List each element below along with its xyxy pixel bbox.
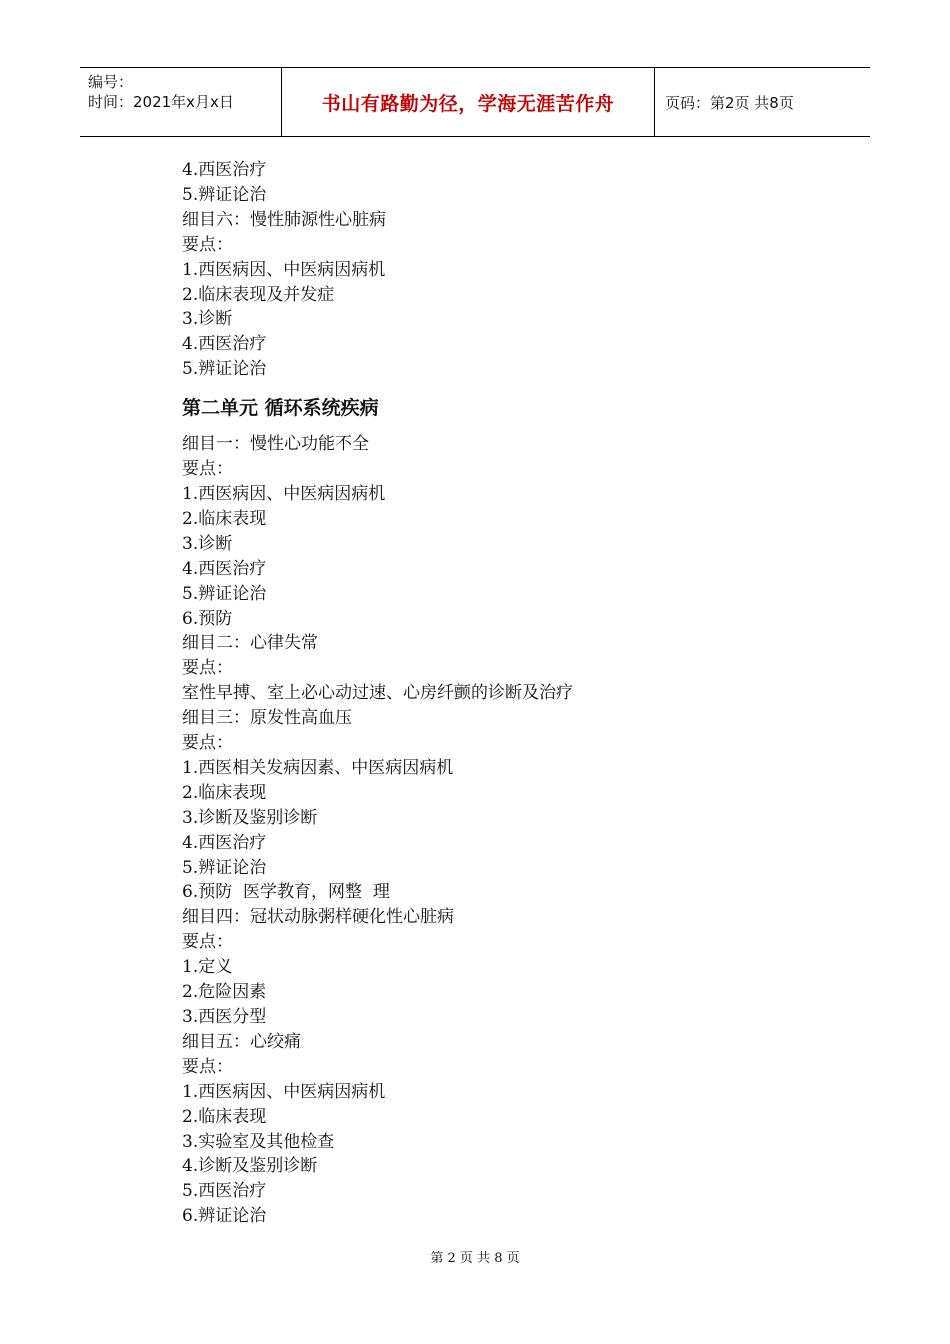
text-line: 3.诊断: [182, 533, 233, 554]
section-b: [182, 432, 842, 1229]
text-line: 2.临床表现: [182, 508, 267, 529]
text-line: 5.辨证论治: [182, 857, 267, 878]
header-motto: 书山有路勤为径，学海无涯苦作舟: [282, 68, 655, 136]
text-line: 6.预防 医学教育，网整 理: [182, 882, 390, 903]
text-line: 6.辨证论治: [182, 1206, 267, 1227]
text-line: 要点：: [182, 1056, 233, 1077]
text-line: 4.西医治疗: [182, 160, 267, 180]
subsection-heading: 细目二：心律失常: [182, 633, 318, 654]
header-page-info: 页码：第2页 共8页: [665, 93, 794, 112]
text-line: 1.西医病因、中医病因病机: [182, 259, 386, 280]
text-line: 6.预防: [182, 608, 233, 629]
text-line: 1.西医病因、中医病因病机: [182, 1081, 386, 1102]
text-line: 要点：: [182, 733, 233, 754]
text-line: 4.西医治疗: [182, 832, 267, 853]
text-line: 2.临床表现及并发症: [182, 284, 335, 305]
text-line: 3.诊断: [182, 309, 233, 330]
text-line: 要点：: [182, 234, 233, 255]
header-time-label: 时间：2021年x月x日: [88, 93, 234, 111]
text-line: 要点：: [182, 932, 233, 953]
text-line: 3.实验室及其他检查: [182, 1131, 335, 1152]
text-line: 2.危险因素: [182, 982, 267, 1003]
text-line: 1.定义: [182, 957, 233, 978]
text-line: 5.辨证论治: [182, 359, 267, 380]
document-body: [182, 158, 842, 1229]
header-number-label: 编号：: [88, 73, 134, 91]
subsection-heading: 细目一：慢性心功能不全: [182, 434, 369, 455]
page-footer: 第 2 页 共 8 页: [430, 1251, 520, 1266]
text-line: 4.诊断及鉴别诊断: [182, 1156, 318, 1177]
subsection-heading: 细目六：慢性肺源性心脏病: [182, 209, 386, 230]
text-line: 1.西医病因、中医病因病机: [182, 483, 386, 504]
text-line: 4.西医治疗: [182, 334, 267, 355]
subsection-heading: 细目三：原发性高血压: [182, 708, 352, 729]
subsection-heading: 细目五：心绞痛: [182, 1031, 301, 1052]
text-line: 要点：: [182, 658, 233, 679]
text-line: 要点：: [182, 459, 233, 480]
unit-title: 第二单元 循环系统疾病: [182, 397, 379, 420]
text-line: 5.辨证论治: [182, 583, 267, 604]
text-line: 3.诊断及鉴别诊断: [182, 807, 318, 828]
text-line: 室性早搏、室上必心动过速、心房纤颤的诊断及治疗: [182, 683, 573, 704]
section-a: [182, 158, 842, 382]
subsection-heading: 细目四：冠状动脉粥样硬化性心脏病: [182, 907, 454, 928]
page-header: [80, 67, 870, 137]
text-line: 5.西医治疗: [182, 1181, 267, 1202]
header-meta: [80, 68, 282, 136]
text-line: 2.临床表现: [182, 782, 267, 803]
text-line: 2.临床表现: [182, 1106, 267, 1127]
text-line: 5.辨证论治: [182, 184, 267, 205]
text-line: 1.西医相关发病因素、中医病因病机: [182, 757, 454, 778]
text-line: 3.西医分型: [182, 1007, 267, 1027]
text-line: 4.西医治疗: [182, 558, 267, 579]
